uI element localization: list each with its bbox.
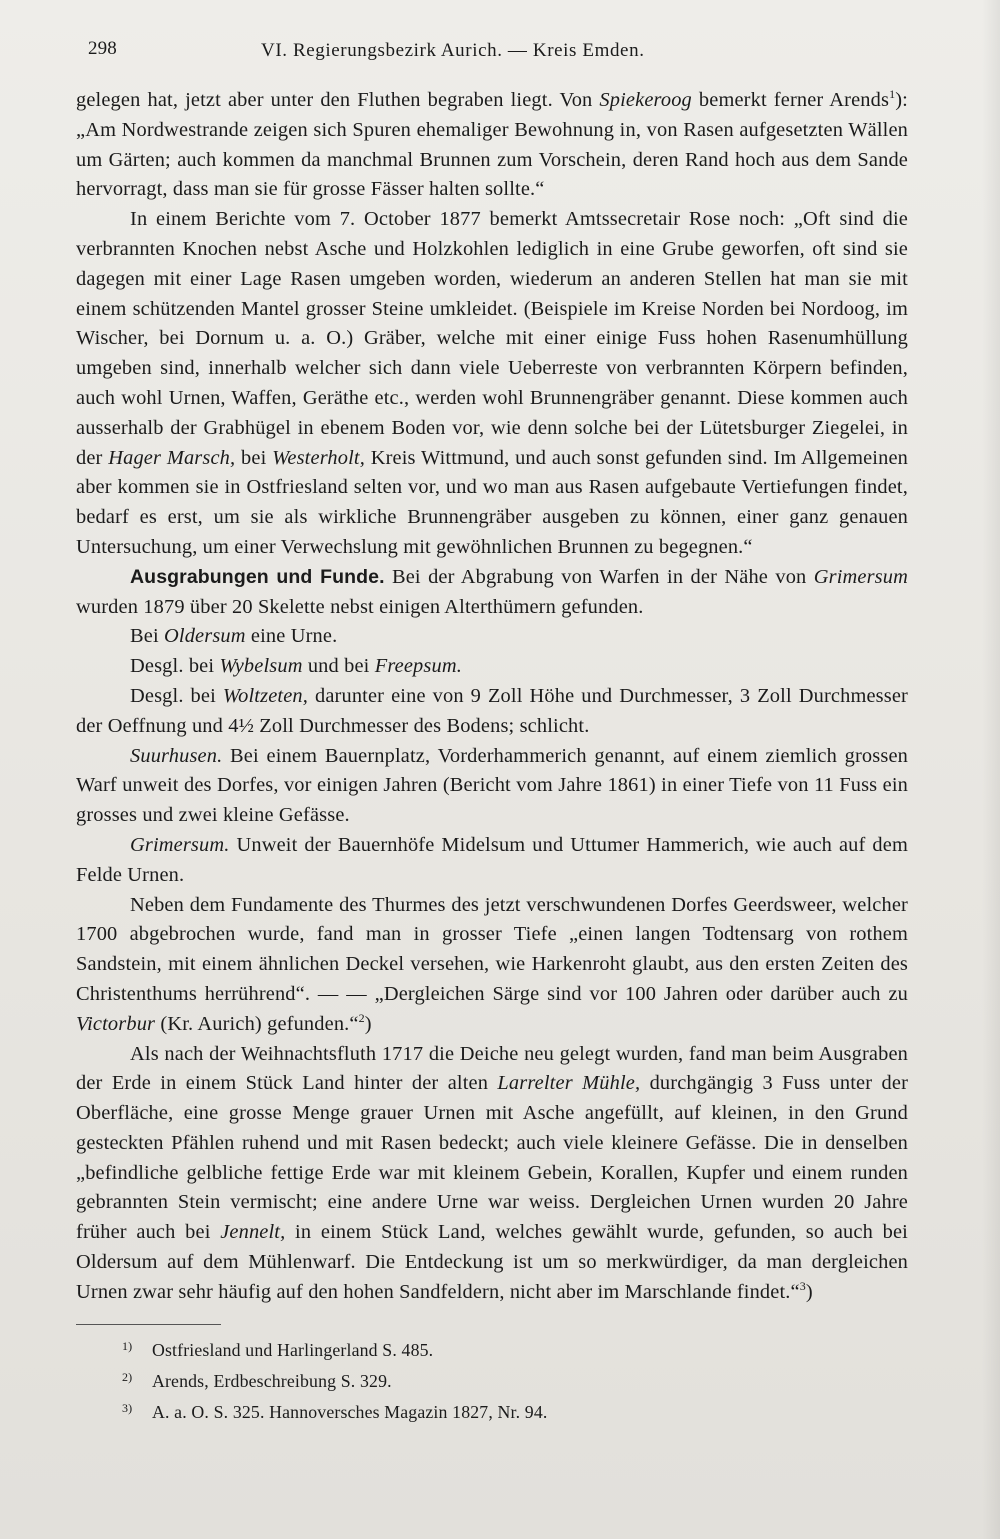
paragraph-10 [76, 1040, 908, 1308]
place-name: Oldersum [164, 625, 246, 648]
footnote-marker: 3) [122, 1400, 133, 1415]
text-run: Neben dem Fundamente des Thurmes des jetzt verschwundenen Dorfes Geerdsweer, welcher 1700 abgebrochen wurde, fand man in grosser Tiefe „einen langen Todtensarg von rothem Sandstein, mit einem ähnlichen Deckel versehen, wie Harkenroht glaubt, aus den ersten Zeiten des Christenthums herrührend“. — — „Dergleichen Särge sind vor 100 Jahren oder darüber auch zu [76, 893, 908, 1005]
text-run: In einem Berichte vom 7. October 1877 bemerkt Amtssecretair Rose noch: „Oft sind die verbrannten Knochen nebst Asche und Holzkohlen lediglich in eine Grube geworfen, oft sind sie dagegen mit einer Lage Rasen umgeben worden, wiederum an anderen Stellen hat man sie mit einem schützenden Mantel grosser Steine umkleidet. (Beispiele im Kreise Norden bei Nordoog, im Wischer, bei Dornum u. a. O.) Gräber, welche mit einer einige Fuss hohen Rasenumhüllung umgeben sind, innerhalb welcher sich dann viele Ueberreste von verbrannten Körpern befinden, auch wohl Urnen, Waffen, Geräthe etc., werden wohl Brunnengräber genannt. Diese kommen auch ausserhalb der Grabhügel in ebenem Boden vor, wie denn solche bei der Lütetsburger Ziegelei, in der [76, 208, 908, 469]
running-head: VI. Regierungsbezirk Aurich. — Kreis Emden. [261, 40, 645, 61]
text-run: und bei [302, 655, 375, 678]
text-run: wurden 1879 über 20 Skelette nebst einigen Alterthümern gefunden. [76, 595, 644, 618]
place-name: Grimersum [813, 565, 908, 588]
place-name: Victorbur [76, 1012, 156, 1035]
paragraph-3 [76, 563, 908, 623]
text-run: (Kr. Aurich) gefunden.“ [155, 1012, 359, 1035]
paragraph-4 [76, 622, 908, 652]
place-name: Jennelt, [220, 1221, 286, 1244]
paragraph-6 [76, 682, 908, 742]
footnote [122, 1397, 908, 1428]
text-run: bemerkt ferner Arends [691, 89, 890, 111]
paragraph-5 [76, 652, 908, 682]
place-name: Wybelsum [219, 655, 303, 678]
place-name: Hager Marsch, [108, 446, 236, 469]
footnote-marker: 2) [122, 1369, 133, 1384]
text-run: durchgängig 3 Fuss unter der Oberfläche, eine grosse Menge grauer Urnen mit Asche angefüllt, auf kleinen, in den Grund gesteckten Pfählen ruhend und mit Rasen bedeckt; auch viele kleinere Gefässe. Die in denselben „befindliche gelbliche fettige Erde war mit kleinem Gebein, Korallen, Kupfer und einem runden gebrannten Stein vermischt; eine andere Urne war weiss. Dergleichen Urnen wurden 20 Jahre früher auch bei [76, 1072, 909, 1244]
footnote-text: A. a. O. S. 325. Hannoversches Magazin 1827, Nr. 94. [152, 1401, 548, 1422]
page-content [76, 28, 908, 1428]
paragraph-1 [76, 86, 908, 205]
place-name: Spiekeroog [599, 89, 692, 111]
text-run: bei [235, 446, 273, 469]
page-header [76, 28, 908, 68]
place-name: Westerholt, [272, 446, 365, 469]
text-run: Desgl. bei [130, 655, 220, 678]
footnote-divider [76, 1324, 221, 1325]
footnote-marker: 1) [122, 1338, 133, 1353]
page-number: 298 [88, 38, 117, 59]
footnote-ref: 3 [799, 1279, 806, 1294]
text-run: gelegen hat, jetzt aber unter den Fluthen begraben liegt. Von [76, 89, 600, 111]
footnote-text: Ostfriesland und Harlingerland S. 485. [152, 1339, 434, 1360]
place-name: Freepsum. [374, 655, 462, 678]
text-run: eine Urne. [245, 625, 338, 648]
place-name: Grimersum. [130, 833, 230, 856]
paragraph-2 [76, 205, 908, 563]
place-name: Woltzeten, [222, 684, 309, 707]
paragraph-8 [76, 831, 908, 891]
section-heading: Ausgrabungen und Funde. [130, 565, 385, 588]
text-run: darunter eine von 9 Zoll Höhe und Durchmesser, 3 Zoll Durchmesser der Oeffnung und 4½ Zoll Durchmesser des Bodens; schlicht. [76, 684, 908, 737]
footnote-text: Arends, Erdbeschreibung S. 329. [152, 1370, 392, 1391]
text-run: ) [805, 1280, 813, 1303]
footnote-ref: 1 [889, 87, 896, 102]
text-run: Desgl. bei [130, 684, 223, 707]
text-run: Bei einem Bauernplatz, Vorderhammerich genannt, auf einem ziemlich grossen Warf unweit des Dorfes, vor einigen Jahren (Bericht vom Jahre 1861) in einer Tiefe von 11 Fuss ein grosses und zwei kleine Gefässe. [76, 744, 908, 827]
text-run: Bei der Abgrabung von Warfen in der Nähe von [384, 565, 814, 588]
place-name: Suurhusen. [130, 744, 223, 767]
text-run: Als nach der Weihnachtsfluth 1717 die Deiche neu gelegt wurden, fand man beim Ausgraben der Erde in einem Stück Land hinter der alten [76, 1042, 908, 1095]
text-run: Bei [130, 625, 165, 648]
place-name: Larrelter Mühle, [497, 1072, 641, 1095]
text-run: Unweit der Bauernhöfe Midelsum und Uttumer Hammerich, wie auch auf dem Felde Urnen. [76, 833, 908, 886]
text-run: ): „Am Nordwestrande zeigen sich Spuren ehemaliger Bewohnung in, von Rasen aufgesetzten Wällen um Gärten; auch kommen da manchmal Brunnen zum Vorschein, deren Rand hoch aus dem Sande hervorragt, dass man sie für grosse Fässer halten sollte.“ [76, 89, 908, 201]
text-run: ) [364, 1012, 372, 1035]
footnotes [76, 1335, 908, 1428]
footnote-ref: 2 [358, 1010, 365, 1025]
footnote [122, 1366, 908, 1397]
paragraph-7 [76, 742, 908, 831]
page-edge-shadow [982, 0, 1000, 1539]
text-run: Kreis Wittmund, und auch sonst gefunden sind. Im Allgemeinen aber kommen sie in Ostfriesland selten vor, und wo man aus Rasen aufgebaute Vertiefungen findet, bedarf es erst, um sie als wirkliche Brunnengräber ausgeben zu können, einer ganz genauen Untersuchung, um einer Verwechslung mit gewöhnlichen Brunnen zu begegnen.“ [76, 446, 909, 558]
paragraph-9 [76, 891, 908, 1040]
text-run: in einem Stück Land, welches gewählt wurde, gefunden, so auch bei Oldersum auf dem Mühlenwarf. Die Entdeckung ist um so merkwürdiger, da man dergleichen Urnen zwar sehr häufig auf den hohen Sandfeldern, nicht aber im Marschlande findet.“ [76, 1221, 908, 1303]
footnote [122, 1335, 908, 1366]
